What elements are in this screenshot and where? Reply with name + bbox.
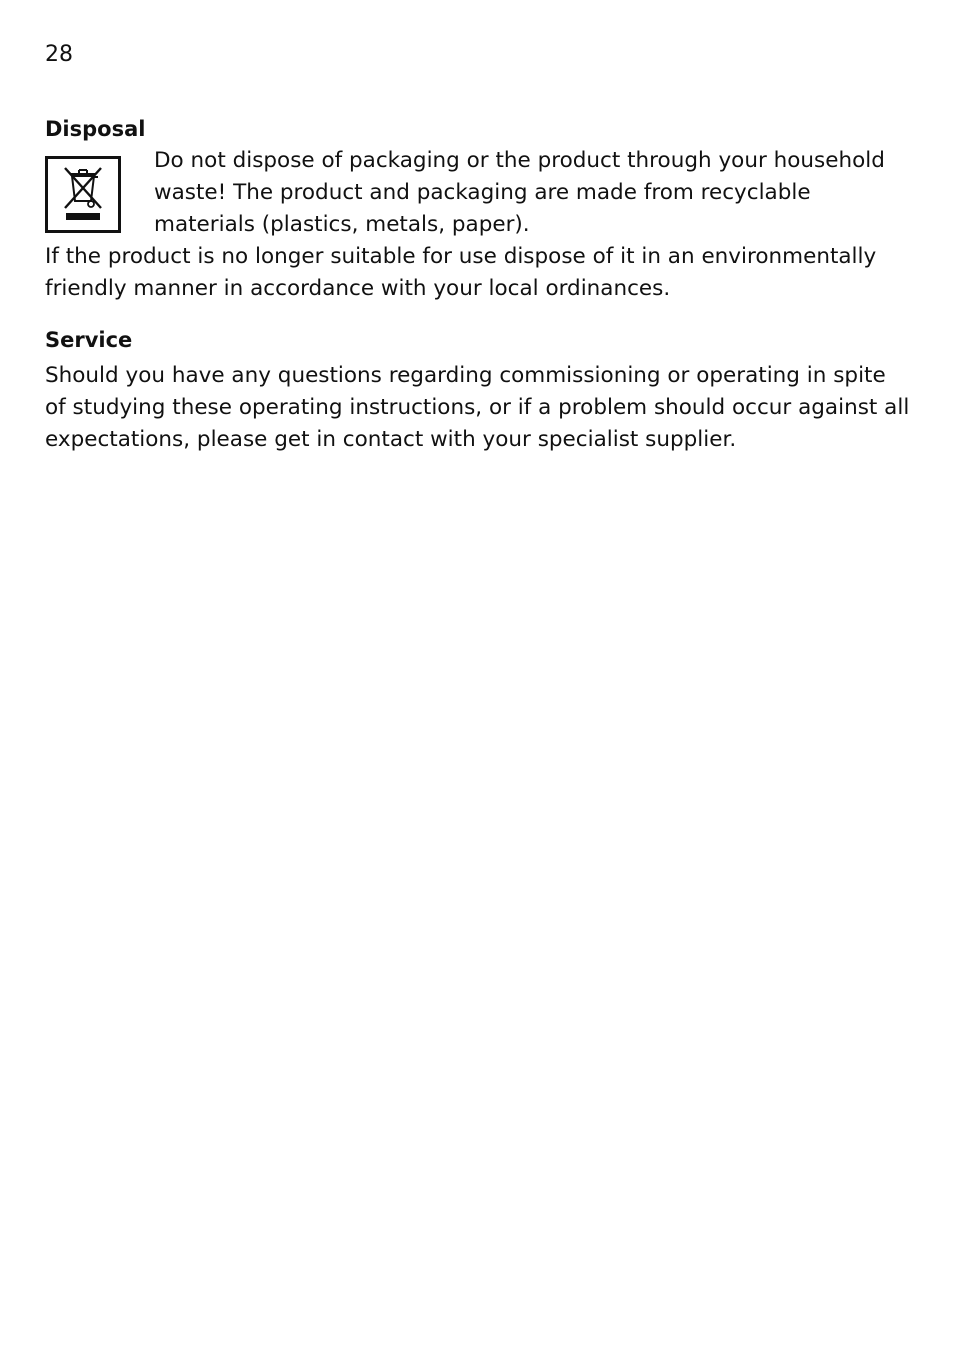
disposal-paragraph-1 — [154, 145, 885, 241]
text-line: friendly manner in accordance with your local ordinances. — [45, 276, 671, 301]
text-line: materials (plastics, metals, paper). — [154, 212, 530, 237]
text-line: Do not dispose of packaging or the product through your household — [154, 148, 885, 173]
text-line: expectations, please get in contact with your specialist supplier. — [45, 427, 737, 452]
text-line: waste! The product and packaging are made from recyclable — [154, 180, 811, 205]
text-line: If the product is no longer suitable for use dispose of it in an environmentally — [45, 244, 877, 269]
page-number: 28 — [45, 42, 73, 67]
disposal-heading: Disposal — [45, 117, 146, 141]
service-paragraph — [45, 360, 909, 456]
service-heading: Service — [45, 328, 133, 352]
disposal-paragraph-2 — [45, 241, 876, 305]
crossed-out-wheelie-bin-icon — [45, 156, 121, 233]
text-line: Should you have any questions regarding commissioning or operating in spite — [45, 363, 886, 388]
text-line: of studying these operating instructions, or if a problem should occur against all — [45, 395, 910, 420]
